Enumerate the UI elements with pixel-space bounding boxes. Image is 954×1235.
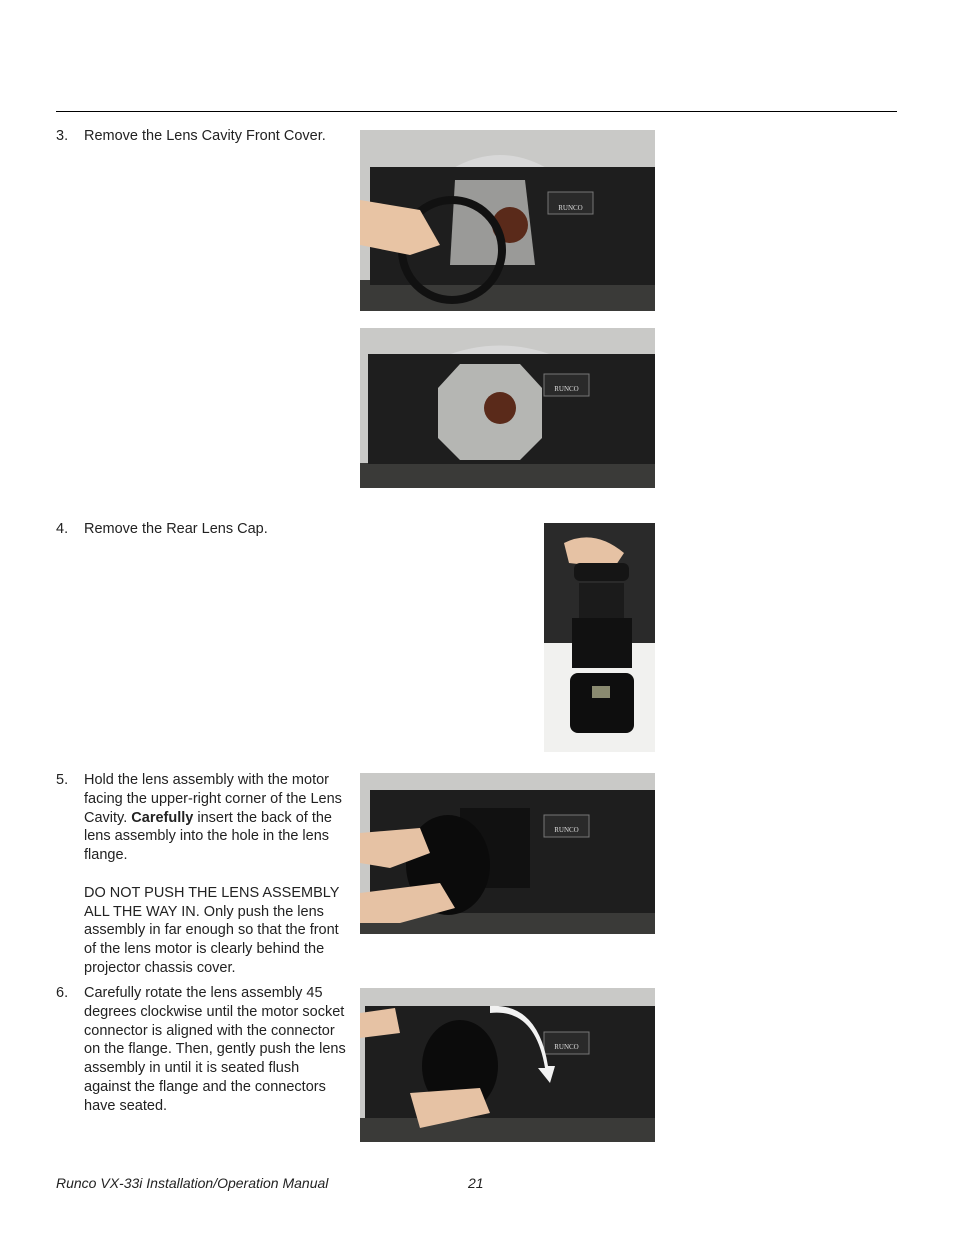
step-number: 3.: [56, 128, 69, 144]
step-number: 5.: [56, 772, 69, 788]
step-number: 4.: [56, 521, 69, 537]
footer-manual-title: Runco VX-33i Installation/Operation Manual: [56, 1175, 329, 1191]
photo-rear-lens-cap: [544, 523, 655, 752]
photo-rotate-lens: [360, 988, 655, 1142]
header-rule: [56, 111, 897, 112]
runco-logo: RUNCO: [554, 385, 579, 393]
runco-logo: RUNCO: [554, 1043, 579, 1051]
step-text: Remove the Rear Lens Cap.: [84, 521, 268, 537]
photo-insert-lens: [360, 773, 655, 934]
step-text: Hold the lens assembly with the motor facing the upper-right corner of the Lens Cavity. Carefully insert the back of the lens assembly into the hole in the lens flange.: [84, 772, 342, 864]
step-caution: DO NOT PUSH THE LENS ASSEMBLY ALL THE WAY IN. Only push the lens assembly in far enough so that the front of the lens motor is clearly behind the projector chassis cover.: [84, 884, 340, 976]
step-text: Remove the Lens Cavity Front Cover.: [84, 128, 326, 144]
runco-logo: RUNCO: [558, 204, 583, 212]
runco-logo: RUNCO: [554, 826, 579, 834]
step-text: Carefully rotate the lens assembly 45 degrees clockwise until the motor socket connector is aligned with the connector on the flange. Then, gently push the lens assembly in until it is seated flush against the flange and the connectors have seated.: [84, 985, 346, 1114]
photo-cavity-exposed: [360, 328, 655, 488]
step-number: 6.: [56, 985, 69, 1001]
footer-page-number: 21: [468, 1175, 484, 1191]
photo-remove-front-cover: [360, 130, 655, 311]
emphasis-carefully: Carefully: [131, 809, 194, 826]
